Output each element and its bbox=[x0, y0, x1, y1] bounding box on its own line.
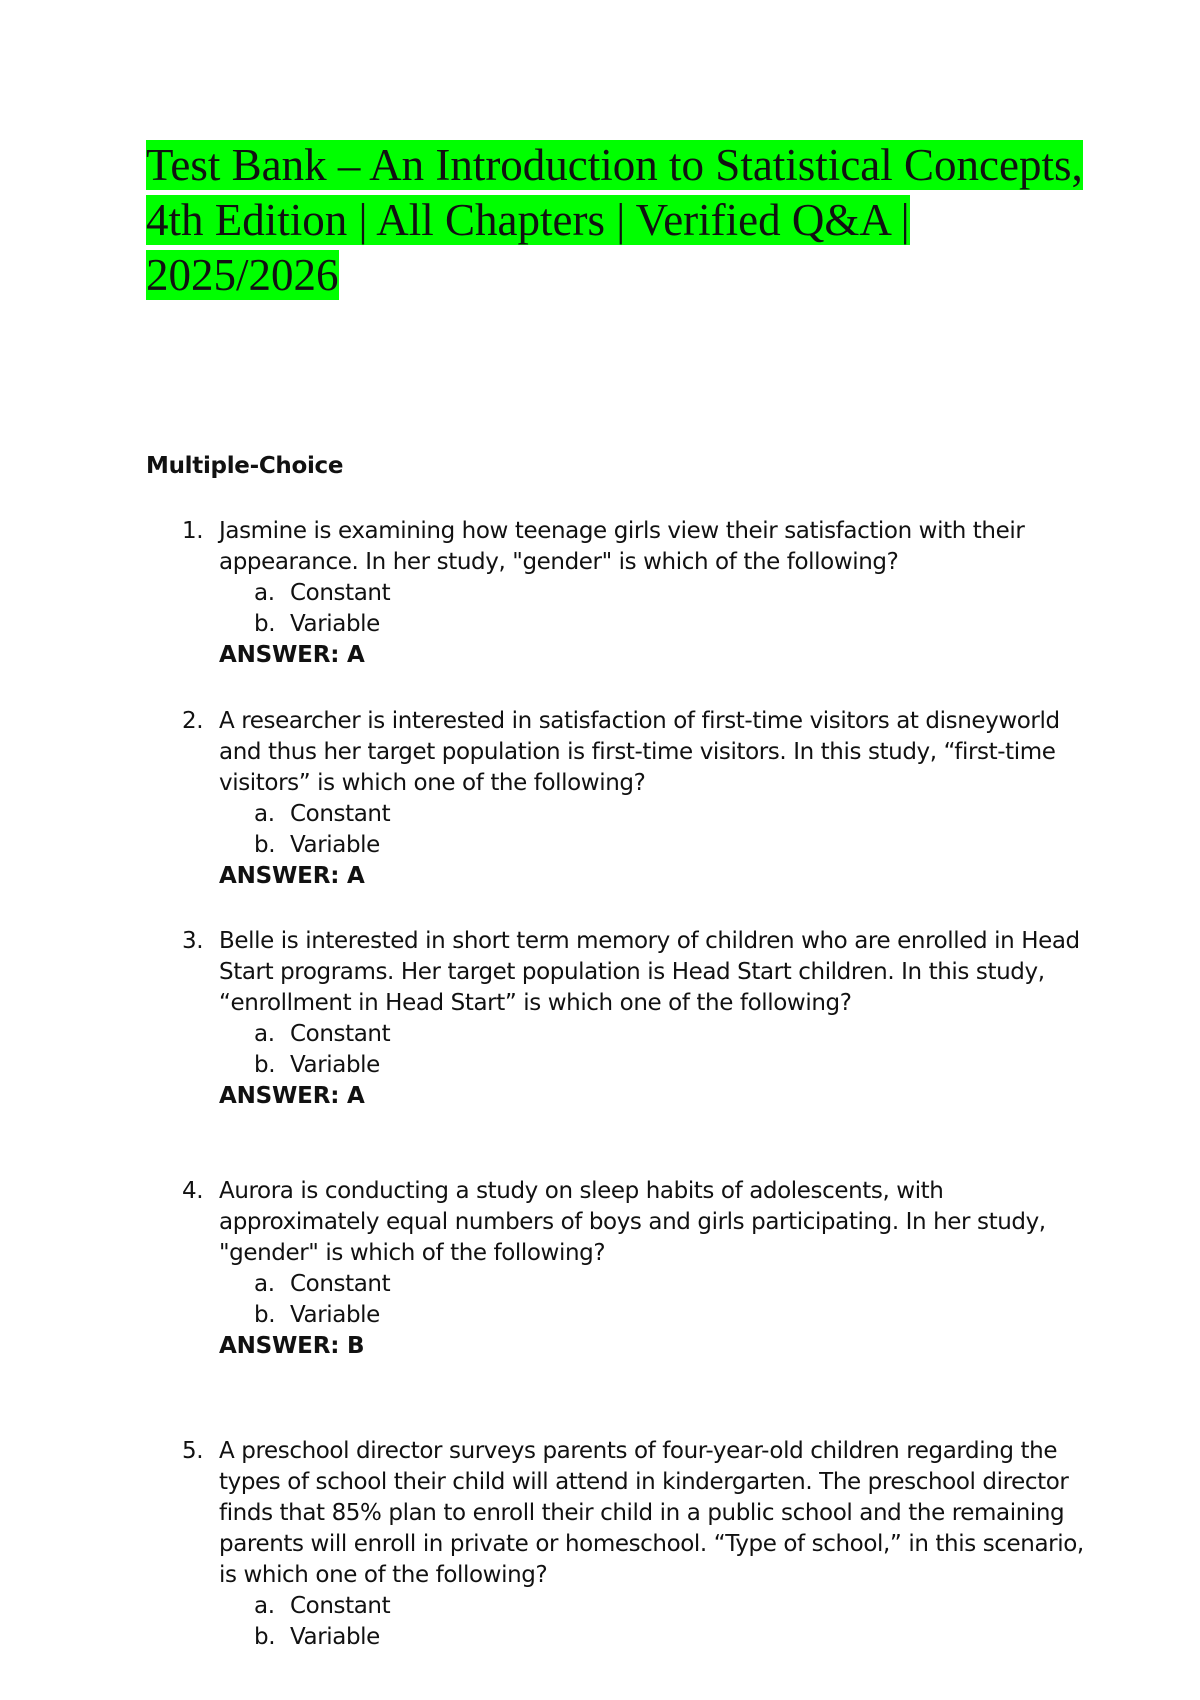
question-text: Belle is interested in short term memory of children who are enrolled in Head Start programs. Her target population is Head Start children. In this study, “enrollment in Head Start” is which one of the following? bbox=[219, 928, 1080, 1016]
option-letter: a. bbox=[254, 580, 275, 606]
option-letter: a. bbox=[254, 801, 275, 827]
question-text: A researcher is interested in satisfaction of first-time visitors at disneyworld and thus her target population is first-time visitors. In this study, “first-time visitors” is which one of the following? bbox=[219, 708, 1060, 796]
question-3 bbox=[146, 926, 1086, 1112]
option-letter: b. bbox=[254, 611, 276, 637]
option-letter: b. bbox=[254, 1052, 276, 1078]
answer-key: ANSWER: A bbox=[219, 642, 365, 668]
question-5 bbox=[146, 1436, 1086, 1653]
option-a bbox=[146, 1269, 1086, 1300]
section-heading: Multiple-Choice bbox=[146, 453, 344, 479]
option-text: Constant bbox=[290, 1271, 391, 1297]
question-text: Aurora is conducting a study on sleep habits of adolescents, with approximately equal numbers of boys and girls participating. In her study, "gender" is which of the following? bbox=[219, 1178, 1046, 1266]
option-text: Variable bbox=[290, 832, 380, 858]
option-b bbox=[146, 609, 1086, 640]
option-letter: a. bbox=[254, 1271, 275, 1297]
question-2 bbox=[146, 706, 1086, 892]
option-letter: b. bbox=[254, 1624, 276, 1650]
option-a bbox=[146, 578, 1086, 609]
question-number: 5. bbox=[182, 1438, 204, 1464]
option-a bbox=[146, 1019, 1086, 1050]
question-number: 3. bbox=[182, 928, 204, 954]
option-list bbox=[146, 1591, 1086, 1653]
question-text: Jasmine is examining how teenage girls view their satisfaction with their appearance. In her study, "gender" is which of the following? bbox=[219, 518, 1025, 575]
option-text: Variable bbox=[290, 1302, 380, 1328]
option-text: Variable bbox=[290, 1624, 380, 1650]
answer-key: ANSWER: A bbox=[219, 1083, 365, 1109]
option-letter: b. bbox=[254, 832, 276, 858]
option-letter: a. bbox=[254, 1593, 275, 1619]
option-b bbox=[146, 830, 1086, 861]
option-text: Constant bbox=[290, 801, 391, 827]
option-list bbox=[146, 1269, 1086, 1331]
answer-key: ANSWER: B bbox=[219, 1333, 365, 1359]
question-number: 4. bbox=[182, 1178, 204, 1204]
question-4 bbox=[146, 1176, 1086, 1362]
document-title bbox=[146, 138, 1106, 303]
option-list bbox=[146, 1019, 1086, 1081]
option-b bbox=[146, 1300, 1086, 1331]
option-a bbox=[146, 1591, 1086, 1622]
title-highlight: Test Bank – An Introduction to Statistical Concepts, 4th Edition | All Chapters | Verified Q&A | 2025/2026 bbox=[146, 140, 1083, 300]
option-a bbox=[146, 799, 1086, 830]
option-list bbox=[146, 799, 1086, 861]
option-text: Constant bbox=[290, 1593, 391, 1619]
option-text: Variable bbox=[290, 611, 380, 637]
option-b bbox=[146, 1050, 1086, 1081]
option-b bbox=[146, 1622, 1086, 1653]
option-text: Variable bbox=[290, 1052, 380, 1078]
option-text: Constant bbox=[290, 580, 391, 606]
option-letter: b. bbox=[254, 1302, 276, 1328]
question-text: A preschool director surveys parents of four-year-old children regarding the types of school their child will attend in kindergarten. The preschool director finds that 85% plan to enroll their child in a public school and the remaining parents will enroll in private or homeschool. “Type of school,” in this scenario, is which one of the following? bbox=[219, 1438, 1084, 1588]
option-text: Constant bbox=[290, 1021, 391, 1047]
option-letter: a. bbox=[254, 1021, 275, 1047]
option-list bbox=[146, 578, 1086, 640]
question-1 bbox=[146, 516, 1086, 671]
question-number: 1. bbox=[182, 518, 204, 544]
answer-key: ANSWER: A bbox=[219, 863, 365, 889]
question-number: 2. bbox=[182, 708, 204, 734]
